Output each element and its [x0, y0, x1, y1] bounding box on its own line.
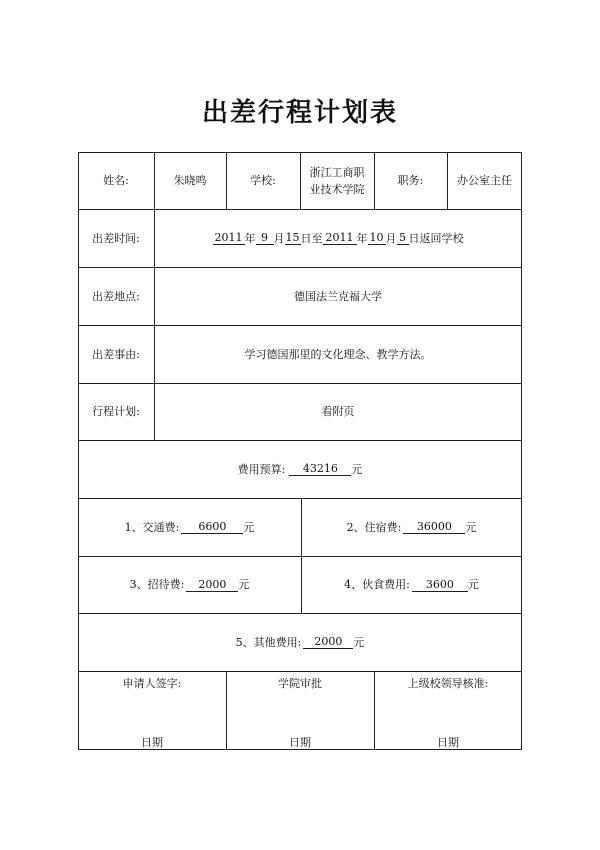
hosting-label: 3、招待费:: [129, 578, 185, 591]
other-unit: 元: [353, 635, 365, 649]
applicant-signature-label: 申请人签字:: [122, 677, 182, 690]
other-fee: [78, 613, 522, 671]
return-text: 日返回学校: [408, 231, 464, 245]
meals-label: 4、伙食费用:: [344, 578, 410, 591]
position-label: 职务:: [397, 174, 424, 187]
meals-unit: 元: [467, 578, 479, 591]
school-label: 学校:: [250, 174, 276, 187]
position-value: 办公室主任: [457, 174, 512, 187]
meals-fee: [301, 556, 522, 613]
name-value: 朱晓鸣: [173, 174, 207, 187]
transport-fee: [78, 498, 301, 556]
date-label-college: 日期: [289, 736, 311, 749]
itinerary-value: 看附页: [321, 405, 355, 418]
other-label: 5、其他费用:: [235, 635, 302, 649]
transport-unit: 元: [243, 520, 255, 534]
other-value: 2000: [303, 635, 353, 649]
superior-approval-label: 上级校领导核准:: [407, 677, 489, 690]
trip-place-label: 出差地点:: [92, 289, 140, 303]
transport-label: 1、交通费:: [124, 520, 180, 534]
start-day: 15: [285, 231, 300, 244]
school-value-line1: 浙江工商职: [309, 165, 365, 179]
end-year: 2011: [323, 231, 357, 245]
college-approval-label: 学院审批: [278, 677, 322, 690]
name-label: 姓名:: [103, 174, 129, 187]
budget-unit: 元: [351, 462, 363, 476]
school-value: [300, 152, 374, 209]
trip-time-label: 出差时间:: [92, 231, 140, 245]
hosting-unit: 元: [238, 578, 250, 591]
trip-reason-value: 学习德国那里的文化理念、教学方法。: [244, 347, 432, 361]
lodging-unit: 元: [465, 520, 477, 534]
start-month: 9: [256, 231, 274, 245]
lodging-value: 36000: [403, 520, 465, 534]
start-year: 2011: [214, 231, 243, 244]
transport-value: 6600: [181, 520, 243, 534]
lodging-label: 2、住宿费:: [346, 520, 402, 534]
budget-label: 费用预算:: [237, 462, 286, 476]
school-value-line2: 业技术学院: [309, 182, 365, 196]
budget-row: [78, 440, 522, 498]
budget-value: 43216: [289, 462, 351, 476]
trip-place-value: 德国法兰克福大学: [294, 289, 382, 303]
year-char-1: 年: [244, 231, 256, 245]
itinerary-label: 行程计划:: [92, 405, 140, 418]
end-day: 5: [397, 231, 409, 245]
travel-plan-table: [78, 152, 522, 750]
month-char-2: 月: [385, 231, 397, 245]
trip-reason-label: 出差事由:: [92, 347, 140, 361]
end-month: 10: [369, 231, 384, 244]
form-title: 出差行程计划表: [201, 98, 398, 128]
month-char-1: 月: [273, 231, 285, 245]
day-to: 日至: [300, 231, 323, 245]
trip-time-value: [154, 209, 522, 267]
hosting-value: 2000: [186, 578, 238, 592]
year-char-2: 年: [356, 231, 368, 245]
hosting-fee: [78, 556, 301, 613]
meals-value: 3600: [412, 578, 468, 592]
date-label-applicant: 日期: [141, 736, 163, 749]
lodging-fee: [301, 498, 522, 556]
date-label-superior: 日期: [437, 736, 459, 749]
